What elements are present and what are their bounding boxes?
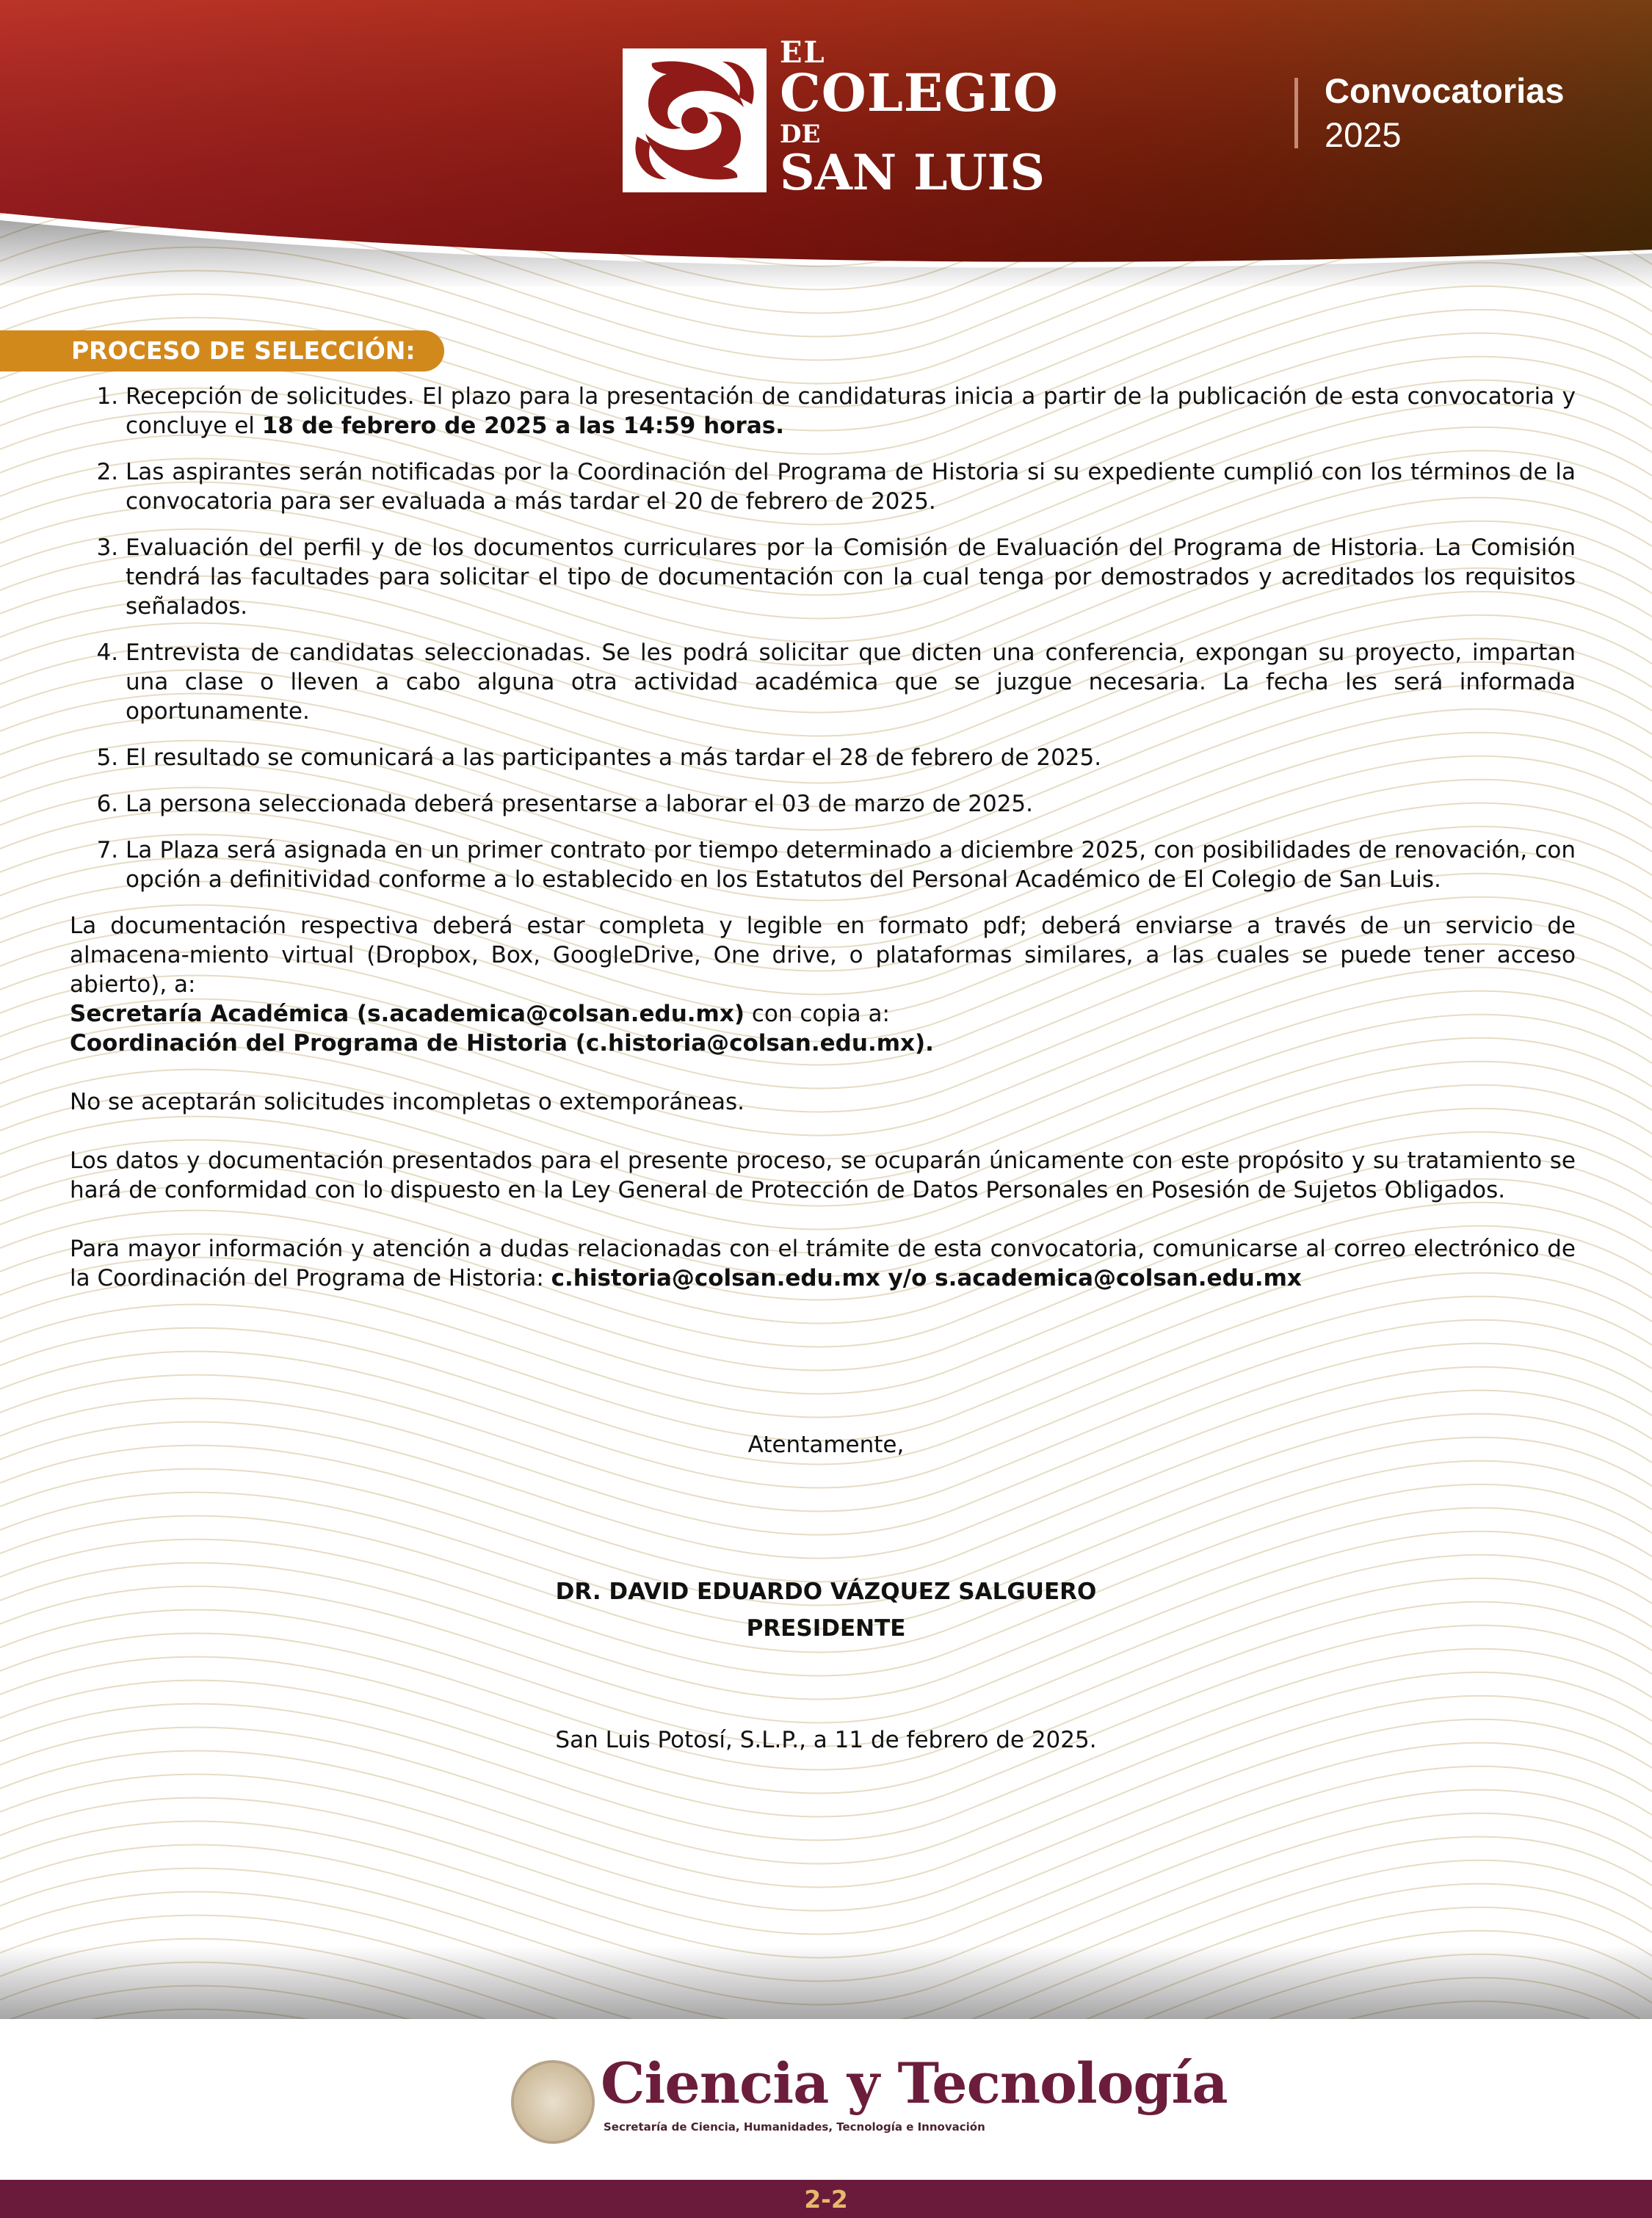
notice-paragraph: No se aceptarán solicitudes incompletas o extemporáneas. [70,1089,745,1115]
colegio-logo-icon [623,48,767,192]
coordinacion-contact: Coordinación del Programa de Historia (c.historia@colsan.edu.mx). [70,1030,934,1057]
mexico-seal-icon [511,2060,595,2144]
privacy-paragraph: Los datos y documentación presentados para el presente proceso, se ocuparán únicamente con este propósito y su tratamiento se hará de conformidad con lo dispuesto en la Ley General de Protección de Datos Personales en Posesión de Sujetos Obligados. [70,1148,1576,1203]
page-number: 2-2 [804,2185,848,2214]
logo-line-colegio: COLEGIO [780,62,1059,123]
salutation: Atentamente, [747,1432,905,1458]
section-heading: PROCESO DE SELECCIÓN: [71,336,416,365]
secretaria-contact: Secretaría Académica (s.academica@colsan.edu.mx) [70,1001,745,1027]
list-item: 2. Las aspirantes serán notificadas por la Coordinación del Programa de Historia si su expediente cumplió con los términos de la convocatoria para ser evaluada a más tardar el 20 de febrero de 2025. [126,457,1576,516]
logo-line-de: DE [780,120,821,149]
list-item: 6. La persona seleccionada deberá presentarse a laborar el 03 de marzo de 2025. [126,789,1576,819]
logo-line-san-luis: SAN LUIS [780,144,1046,201]
list-item: 1. Recepción de solicitudes. El plazo para la presentación de candidaturas inicia a partir de la publicación de esta convocatoria y concluye el 18 de febrero de 2025 a las 14:59 horas. [126,382,1576,441]
list-item: 3. Evaluación del perfil y de los documentos curriculares por la Comisión de Evaluación del Programa de Historia. La Comisión tendrá las facultades para solicitar el tipo de documentación con la cual tenga por demostrados y acreditados los requisitos señalados. [126,533,1576,621]
documentation-paragraph: La documentación respectiva deberá estar completa y legible en formato pdf; deberá enviarse a través de un servicio de almacena-miento virtual (Dropbox, Box, GoogleDrive, One drive, o plataformas similares, a las cuales se puede tener acceso abierto), a: Secretaría Académica (s.academica@colsan.edu.mx) con copia a: Coordinación del Programa de Historia (c.historia@colsan.edu.mx). [70,913,1576,1057]
secihti-subtitle: Secretaría de Ciencia, Humanidades, Tecnología e Innovación [604,2120,985,2134]
list-item: 7. La Plaza será asignada en un primer contrato por tiempo determinado a diciembre 2025, con posibilidades de renovación, con opción a definitividad conforme a lo establecido en los Estatutos del Personal Académico de El Colegio de San Luis. [126,836,1576,894]
colegio-logo-text [780,35,1059,201]
list-item: 5. El resultado se comunicará a las participantes a más tardar el 28 de febrero de 2025. [126,743,1576,772]
selection-steps-list [70,382,1576,894]
signatory-name: DR. DAVID EDUARDO VÁZQUEZ SALGUERO [555,1579,1097,1605]
footer-shadow [0,1946,1652,2019]
header-year: 2025 [1325,115,1402,154]
main-content [70,382,1576,1293]
contact-paragraph: Para mayor información y atención a dudas relacionadas con el trámite de esta convocatoria, comunicarse al correo electrónico de la Coordinación del Programa de Historia: c.historia@colsan.edu.mx y/o s.academica@colsan.edu.mx [70,1236,1576,1291]
header-banner [0,0,1652,286]
place-date: San Luis Potosí, S.L.P., a 11 de febrero de 2025. [555,1727,1097,1753]
header-divider [1294,78,1298,148]
contact-emails: c.historia@colsan.edu.mx y/o s.academica@colsan.edu.mx [551,1265,1302,1291]
ciencia-y-tecnologia-logo: Ciencia y Tecnología [601,2051,1228,2116]
header-title: Convocatorias [1325,71,1565,110]
list-item: 4. Entrevista de candidatas seleccionadas. Se les podrá solicitar que dicten una conferencia, expongan su proyecto, impartan una clase o lleven a cabo alguna otra actividad académica que se juzgue necesaria. La fecha les será informada oportunamente. [126,638,1576,726]
section-heading-tab [0,330,444,372]
logo-line-el: EL [780,35,826,70]
signatory-role: PRESIDENTE [746,1615,906,1642]
